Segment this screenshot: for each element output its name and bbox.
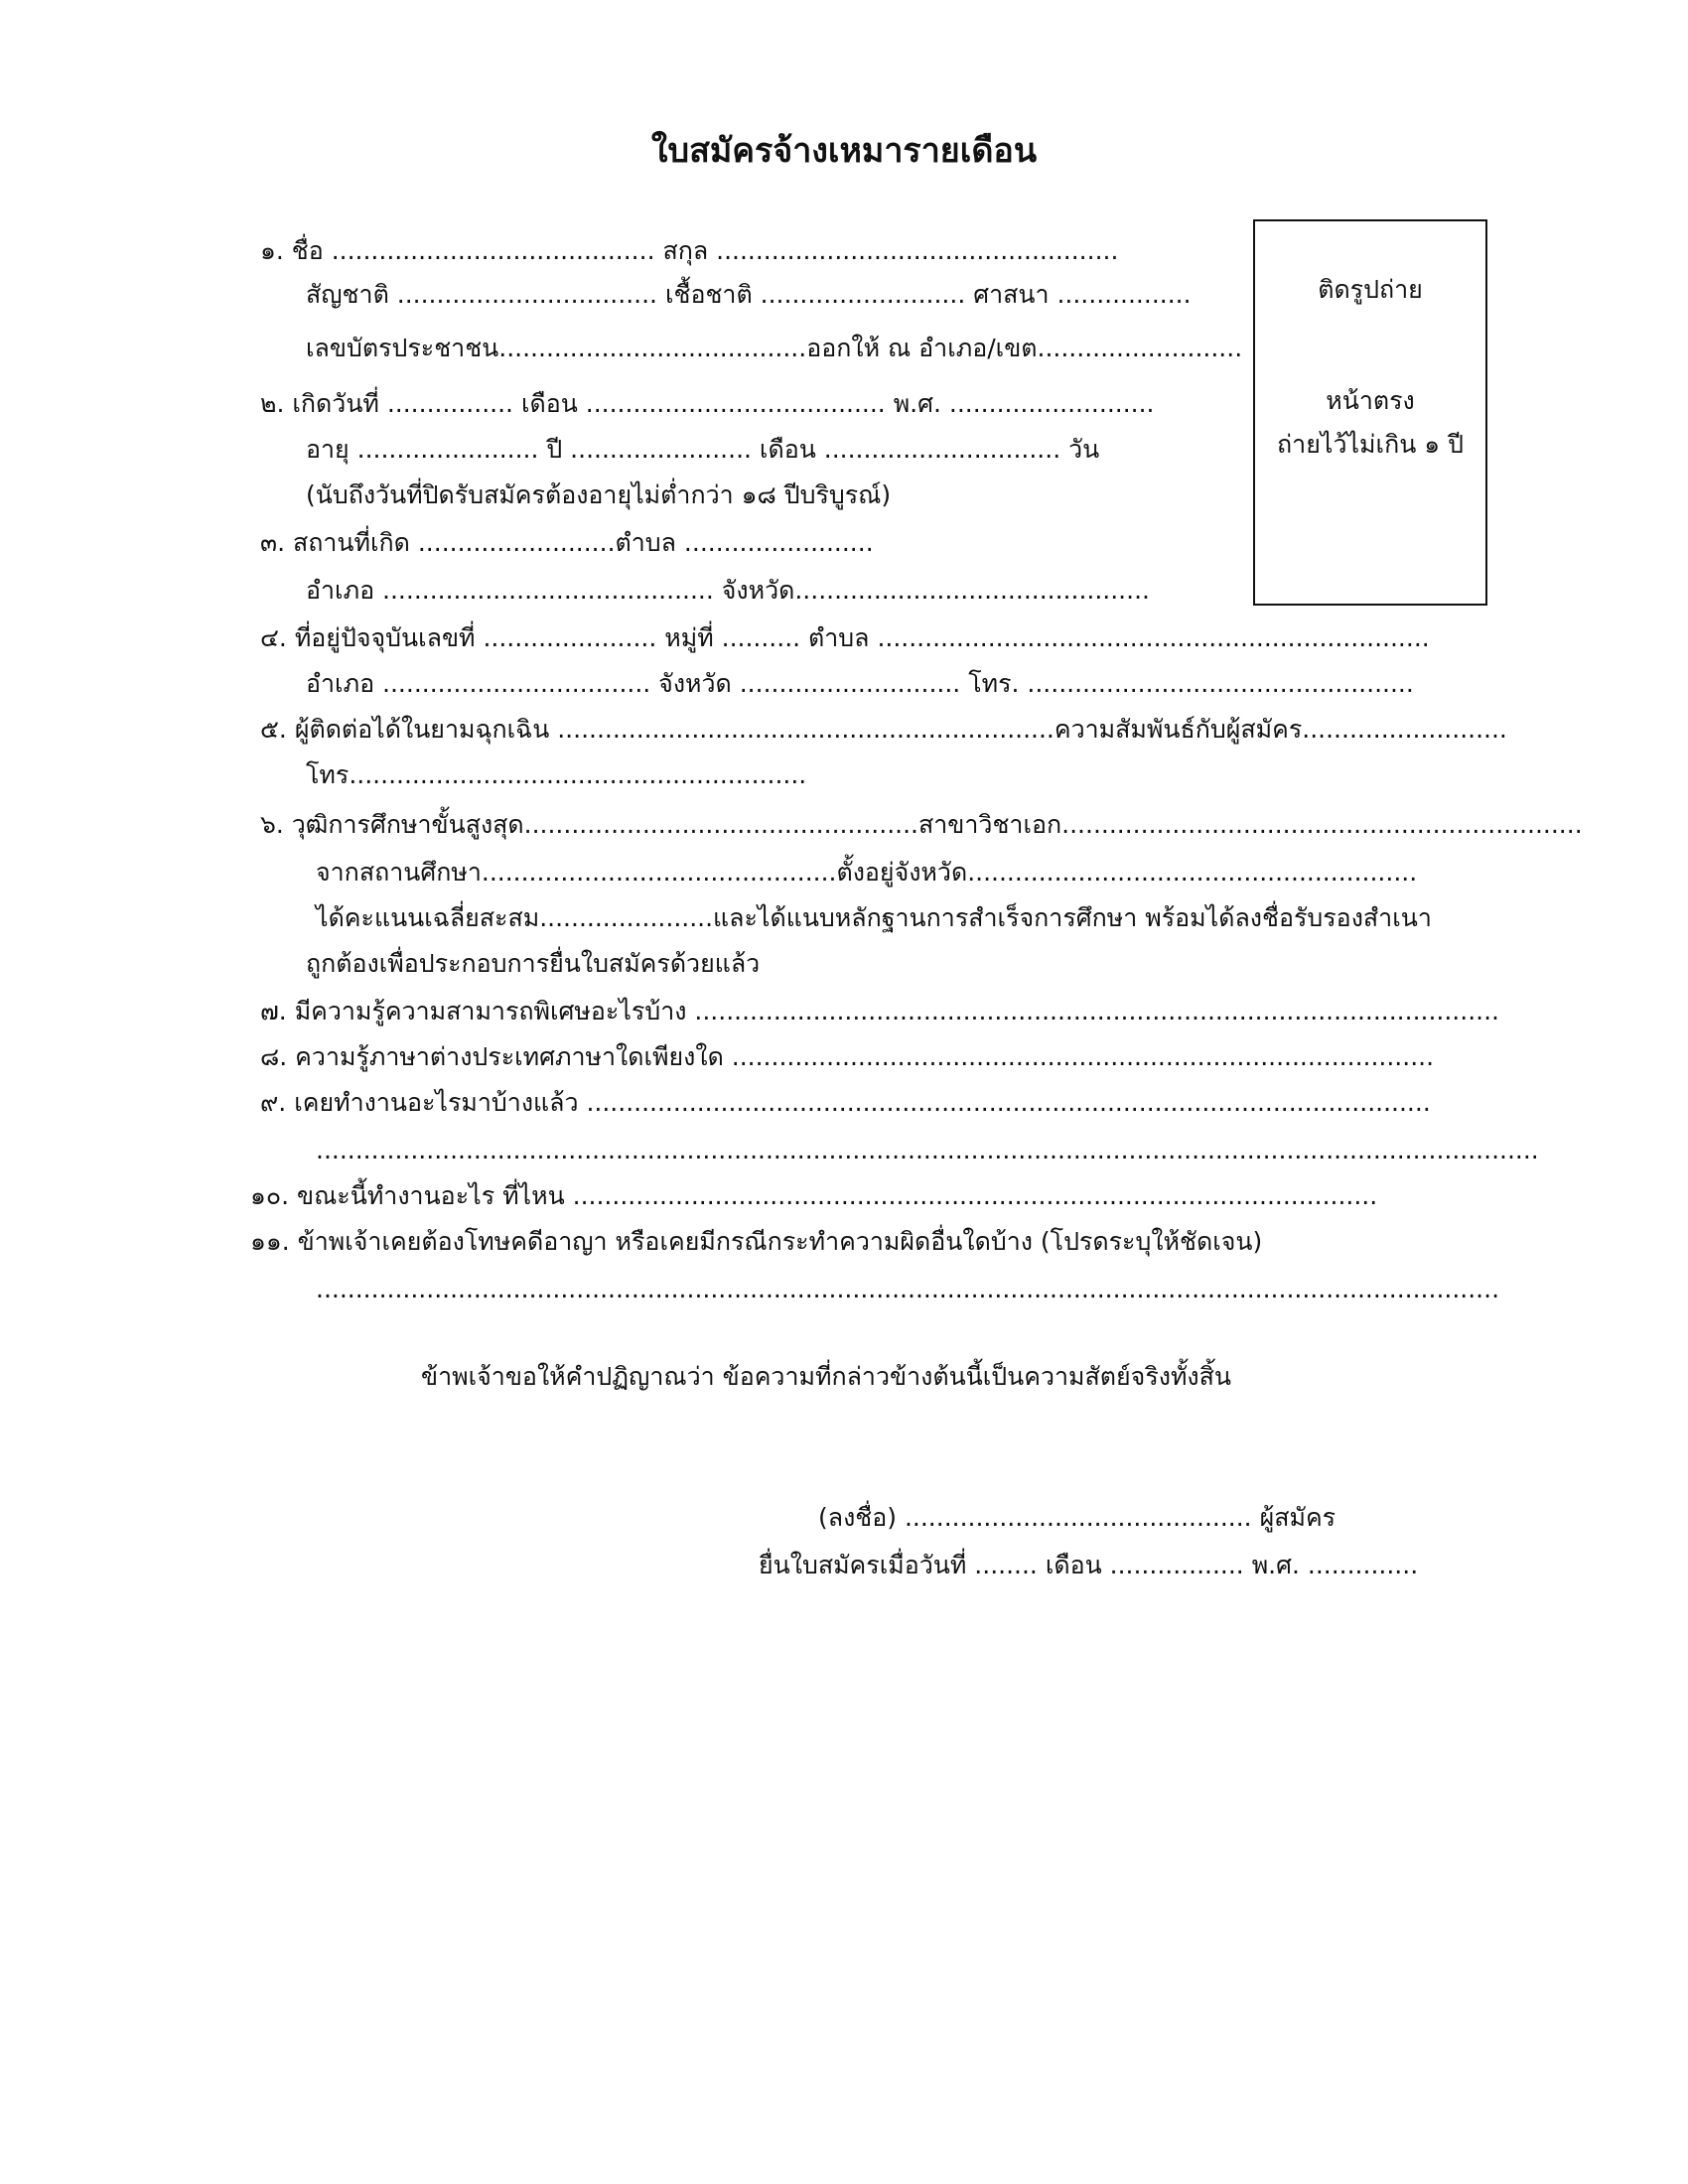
photo-box-line2: หน้าตรง [1326,386,1415,415]
field-criminal-record[interactable]: ...................................................................................................................................................... [316,1275,1500,1303]
age-requirement-note: (นับถึงวันที่ปิดรับสมัครต้องอายุไม่ต่ำกว่า ๑๘ ปีบริบูรณ์) [306,480,892,509]
declaration: ข้าพเจ้าขอให้คำปฏิญาณว่า ข้อความที่กล่าวข้างต้นนี้เป็นความสัตย์จริงทั้งสิ้น [421,1362,1231,1391]
field-education[interactable]: ๖. วุฒิการศึกษาขั้นสูงสุด..................................................สาขาวิชาเอก.................................................................. [260,810,1583,839]
signature-line[interactable]: (ลงชื่อ) ............................................ ผู้สมัคร [818,1503,1336,1532]
field-birthplace-district[interactable]: อำเภอ .......................................... จังหวัด............................................. [306,576,1150,605]
photo-box-line1: ติดรูปถ่าย [1318,275,1423,304]
field-address[interactable]: ๔. ที่อยู่ปัจจุบันเลขที่ ...................... หมู่ที่ .......... ตำบล ...................................................................... [260,623,1430,652]
submission-date-line[interactable]: ยื่นใบสมัครเมื่อวันที่ ........ เดือน ................. พ.ศ. .............. [759,1551,1419,1579]
field-special-skills[interactable]: ๗. มีความรู้ความสามารถพิเศษอะไรบ้าง ...................................................................................................... [260,997,1499,1025]
field-current-job[interactable]: ๑๐. ขณะนี้ทำงานอะไร ที่ไหน ...................................................................................................... [250,1181,1378,1210]
criminal-record-question: ๑๑. ข้าพเจ้าเคยต้องโทษคดีอาญา หรือเคยมีกรณีกระทำความผิดอื่นใดบ้าง (โปรดระบุให้ชัดเจน) [250,1227,1263,1256]
field-emergency-contact[interactable]: ๕. ผู้ติดต่อได้ในยามฉุกเฉิน ...............................................................ความสัมพันธ์กับผู้สมัคร.......................... [260,715,1507,744]
field-id-card[interactable]: เลขบัตรประชาชน.......................................ออกให้ ณ อำเภอ/เขต.......................... [306,334,1243,362]
field-work-history-continued[interactable]: ........................................................................................................................................................... [316,1136,1539,1164]
field-address-district[interactable]: อำเภอ .................................. จังหวัด ............................ โทร. ................................................. [306,669,1414,698]
field-age[interactable]: อายุ ....................... ปี ....................... เดือน .............................. วัน [306,435,1100,464]
field-foreign-languages[interactable]: ๘. ความรู้ภาษาต่างประเทศภาษาใดเพียงใด ......................................................................................... [260,1042,1435,1071]
field-birthplace[interactable]: ๓. สถานที่เกิด .........................ตำบล ........................ [260,528,874,557]
field-birth-date[interactable]: ๒. เกิดวันที่ ................ เดือน ...................................... พ.ศ. .......................... [260,389,1155,418]
field-work-history[interactable]: ๙. เคยทำงานอะไรมาบ้างแล้ว ........................................................................................................... [260,1088,1431,1117]
field-gpa[interactable]: ได้คะแนนเฉลี่ยสะสม......................และได้แนบหลักฐานการสำเร็จการศึกษา พร้อมได้ลงชื่อรับรองสำเนา [316,903,1432,932]
photo-box-line3: ถ่ายไว้ไม่เกิน ๑ ปี [1277,430,1464,459]
field-nationality-religion[interactable]: สัญชาติ ................................. เชื้อชาติ .......................... ศาสนา ................. [306,280,1192,309]
education-note: ถูกต้องเพื่อประกอบการยื่นใบสมัครด้วยแล้ว [306,949,761,978]
photo-box [1253,219,1487,606]
field-emergency-phone[interactable]: โทร.......................................................... [306,760,807,789]
field-institution[interactable]: จากสถานศึกษา.............................................ตั้งอยู่จังหวัด......................................................... [316,858,1418,887]
field-name-surname[interactable]: ๑. ชื่อ ......................................... สกุล ................................................... [260,236,1119,265]
form-title: ใบสมัครจ้างเหมารายเดือน [650,131,1038,171]
